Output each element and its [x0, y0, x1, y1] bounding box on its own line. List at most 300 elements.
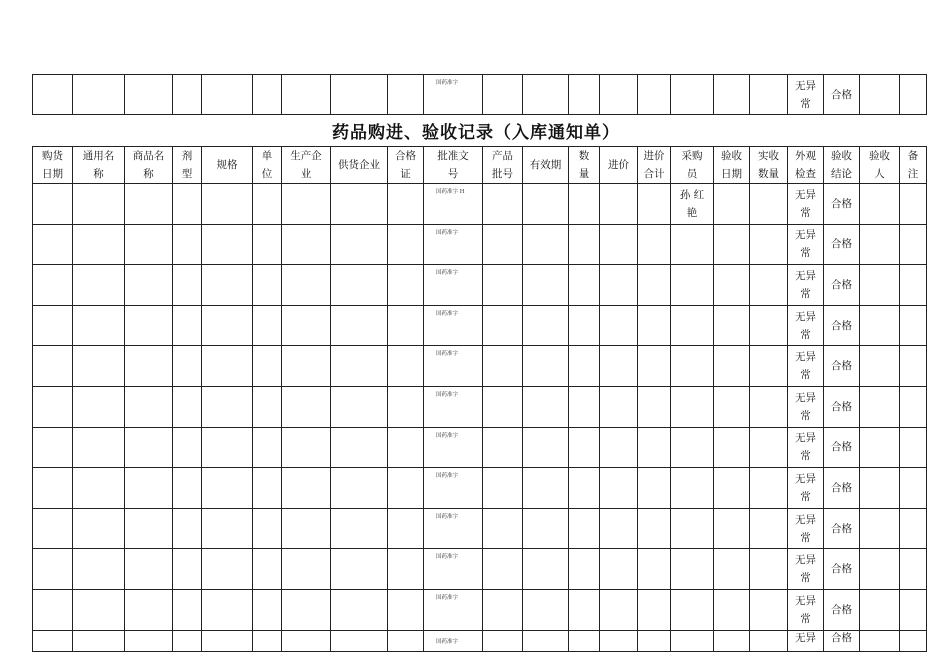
cell [331, 630, 388, 651]
cell [714, 184, 750, 225]
cell [714, 427, 750, 468]
cell [638, 346, 671, 387]
cell [750, 305, 788, 346]
cell [202, 589, 253, 630]
cell [860, 630, 900, 651]
table-row [33, 224, 927, 265]
table-row [33, 630, 927, 651]
cell [202, 549, 253, 590]
cell [125, 75, 173, 115]
cell [33, 589, 73, 630]
cell [173, 224, 202, 265]
table-row [33, 549, 927, 590]
appearance-cell: 无异 常 [788, 427, 824, 468]
cell [33, 427, 73, 468]
cell [125, 265, 173, 306]
cell [388, 305, 424, 346]
cell [202, 427, 253, 468]
buyer-cell [671, 346, 714, 387]
cell [282, 589, 331, 630]
page-title: 药品购进、验收记录（入库通知单） [332, 123, 620, 143]
approval-cell: 国药准字 [424, 305, 483, 346]
cell [900, 589, 927, 630]
cell [173, 75, 202, 115]
cell [483, 630, 523, 651]
cell [638, 589, 671, 630]
cell [860, 224, 900, 265]
cell [600, 265, 638, 306]
cell [483, 589, 523, 630]
cell [638, 265, 671, 306]
cell [125, 468, 173, 509]
conclusion-cell: 合格 [824, 508, 860, 549]
cell [73, 184, 125, 225]
cell [600, 589, 638, 630]
cell [483, 549, 523, 590]
cell [202, 184, 253, 225]
cell [523, 468, 569, 509]
column-header: 生产企 业 [282, 147, 331, 184]
cell [569, 630, 600, 651]
cell [900, 224, 927, 265]
cell [73, 508, 125, 549]
cell [202, 386, 253, 427]
cell [331, 305, 388, 346]
cell [73, 75, 125, 115]
cell [388, 630, 424, 651]
cell [33, 75, 73, 115]
cell [253, 184, 282, 225]
column-header: 供货企业 [331, 147, 388, 184]
cell [33, 386, 73, 427]
cell [714, 549, 750, 590]
cell [569, 549, 600, 590]
cell [33, 265, 73, 306]
cell [253, 386, 282, 427]
cell [900, 468, 927, 509]
column-header: 单 位 [253, 147, 282, 184]
column-header: 验收 日期 [714, 147, 750, 184]
cell [33, 224, 73, 265]
conclusion-cell: 合格 [824, 589, 860, 630]
appearance-cell: 无异 常 [788, 589, 824, 630]
cell [125, 184, 173, 225]
cell [202, 346, 253, 387]
column-header: 实收 数量 [750, 147, 788, 184]
cell [282, 265, 331, 306]
cell [388, 265, 424, 306]
cell [569, 346, 600, 387]
cell [125, 346, 173, 387]
cell [638, 508, 671, 549]
cell [331, 184, 388, 225]
cell [282, 305, 331, 346]
cell [483, 468, 523, 509]
conclusion-cell: 合格 [824, 75, 860, 115]
cell [173, 184, 202, 225]
conclusion-cell: 合格 [824, 427, 860, 468]
appearance-cell: 无异 常 [788, 224, 824, 265]
cell [600, 508, 638, 549]
cell [638, 468, 671, 509]
table-header-row [33, 147, 927, 184]
column-header: 备 注 [900, 147, 927, 184]
column-header: 购货 日期 [33, 147, 73, 184]
cell [523, 346, 569, 387]
cell [900, 508, 927, 549]
cell [253, 305, 282, 346]
cell [900, 346, 927, 387]
approval-cell: 国药准字 [424, 549, 483, 590]
cell [638, 224, 671, 265]
cell [73, 630, 125, 651]
conclusion-cell: 合格 [824, 386, 860, 427]
cell [714, 589, 750, 630]
cell [388, 224, 424, 265]
column-header: 规格 [202, 147, 253, 184]
cell [860, 265, 900, 306]
cell [282, 184, 331, 225]
cell [33, 549, 73, 590]
cell [253, 549, 282, 590]
cell [483, 265, 523, 306]
cell [483, 75, 523, 115]
cell [523, 75, 569, 115]
table-row [33, 346, 927, 387]
cell [202, 265, 253, 306]
cell [600, 305, 638, 346]
cell [202, 468, 253, 509]
conclusion-cell: 合格 [824, 265, 860, 306]
cell [860, 549, 900, 590]
approval-cell: 国药准字 H [424, 184, 483, 225]
cell [860, 75, 900, 115]
cell [750, 386, 788, 427]
cell [73, 224, 125, 265]
cell [331, 508, 388, 549]
cell [125, 589, 173, 630]
cell [125, 630, 173, 651]
buyer-cell: 孙 红 艳 [671, 184, 714, 225]
column-header: 验收 结论 [824, 147, 860, 184]
cell [638, 184, 671, 225]
appearance-cell: 无异 常 [788, 265, 824, 306]
cell [253, 265, 282, 306]
cell [173, 549, 202, 590]
cell [73, 589, 125, 630]
buyer-cell [671, 468, 714, 509]
cell [523, 508, 569, 549]
buyer-cell [671, 508, 714, 549]
cell [900, 75, 927, 115]
conclusion-cell: 合格 [824, 346, 860, 387]
buyer-cell [671, 386, 714, 427]
cell [173, 305, 202, 346]
appearance-cell: 无异 常 [788, 184, 824, 225]
cell [331, 427, 388, 468]
conclusion-cell: 合格 [824, 224, 860, 265]
cell [750, 508, 788, 549]
cell [173, 630, 202, 651]
cell [600, 346, 638, 387]
cell [483, 508, 523, 549]
cell [202, 224, 253, 265]
cell [569, 75, 600, 115]
column-header: 剂 型 [173, 147, 202, 184]
cell [483, 346, 523, 387]
cell [282, 630, 331, 651]
cell [125, 224, 173, 265]
buyer-cell [671, 305, 714, 346]
conclusion-cell: 合格 [824, 305, 860, 346]
cell [73, 549, 125, 590]
cell [282, 224, 331, 265]
cell [282, 468, 331, 509]
cell [523, 549, 569, 590]
cell [483, 427, 523, 468]
cell [125, 386, 173, 427]
cell [600, 386, 638, 427]
cell [523, 386, 569, 427]
cell [860, 346, 900, 387]
approval-cell: 国药准字 [424, 468, 483, 509]
previous-page-table [32, 74, 927, 115]
cell [253, 630, 282, 651]
cell [714, 224, 750, 265]
column-header: 采购 员 [671, 147, 714, 184]
buyer-cell [671, 427, 714, 468]
cell [750, 468, 788, 509]
cell [900, 630, 927, 651]
cell [282, 549, 331, 590]
cell [860, 508, 900, 549]
cell [714, 346, 750, 387]
cell [569, 386, 600, 427]
cell [282, 508, 331, 549]
cell [569, 184, 600, 225]
cell [900, 184, 927, 225]
cell [860, 305, 900, 346]
cell [569, 265, 600, 306]
cell [900, 427, 927, 468]
cell [900, 549, 927, 590]
cell [483, 224, 523, 265]
cell [388, 386, 424, 427]
cell [282, 386, 331, 427]
conclusion-cell: 合格 [824, 184, 860, 225]
cell [388, 508, 424, 549]
cell [73, 346, 125, 387]
cell [569, 589, 600, 630]
cell [483, 305, 523, 346]
cell [331, 75, 388, 115]
cell [388, 346, 424, 387]
cell [569, 224, 600, 265]
cell [125, 427, 173, 468]
cell [569, 468, 600, 509]
buyer-cell [671, 224, 714, 265]
cell [750, 589, 788, 630]
table-row [33, 427, 927, 468]
cell [638, 427, 671, 468]
cell [73, 386, 125, 427]
cell [750, 75, 788, 115]
approval-cell: 国药准字 [424, 508, 483, 549]
cell [331, 346, 388, 387]
cell [750, 630, 788, 651]
cell [523, 589, 569, 630]
column-header: 通用名 称 [73, 147, 125, 184]
cell [388, 549, 424, 590]
cell [33, 508, 73, 549]
cell [73, 265, 125, 306]
table-row [33, 508, 927, 549]
purchase-inspection-table [32, 146, 927, 652]
cell [569, 427, 600, 468]
cell [750, 427, 788, 468]
cell [600, 427, 638, 468]
cell [73, 305, 125, 346]
cell [638, 386, 671, 427]
cell [253, 589, 282, 630]
cell [600, 630, 638, 651]
table-row [33, 184, 927, 225]
approval-cell: 国药准字 [424, 346, 483, 387]
appearance-cell: 无异 [788, 630, 824, 651]
cell [638, 630, 671, 651]
cell [202, 508, 253, 549]
cell [569, 508, 600, 549]
cell [331, 386, 388, 427]
column-header: 验收 人 [860, 147, 900, 184]
cell [900, 265, 927, 306]
cell [860, 386, 900, 427]
cell [253, 224, 282, 265]
cell [173, 346, 202, 387]
cell [714, 265, 750, 306]
appearance-cell: 无异 常 [788, 508, 824, 549]
conclusion-cell: 合格 [824, 549, 860, 590]
cell [600, 75, 638, 115]
cell [202, 75, 253, 115]
approval-cell: 国药准字 [424, 386, 483, 427]
cell [282, 346, 331, 387]
cell [714, 305, 750, 346]
column-header: 进价 合计 [638, 147, 671, 184]
cell [173, 265, 202, 306]
cell [331, 265, 388, 306]
cell [638, 305, 671, 346]
cell [750, 224, 788, 265]
cell [523, 184, 569, 225]
cell [282, 75, 331, 115]
column-header: 有效期 [523, 147, 569, 184]
column-header: 外观 检查 [788, 147, 824, 184]
cell [33, 630, 73, 651]
cell [750, 184, 788, 225]
cell [331, 589, 388, 630]
cell [173, 427, 202, 468]
cell [600, 184, 638, 225]
cell [483, 386, 523, 427]
cell [253, 427, 282, 468]
cell [750, 346, 788, 387]
appearance-cell: 无异 常 [788, 549, 824, 590]
table-row [33, 305, 927, 346]
cell [569, 305, 600, 346]
cell [714, 630, 750, 651]
cell [750, 265, 788, 306]
cell [900, 305, 927, 346]
conclusion-cell: 合格 [824, 630, 860, 651]
cell [253, 508, 282, 549]
cell [282, 427, 331, 468]
cell [714, 75, 750, 115]
cell [388, 184, 424, 225]
appearance-cell: 无异 常 [788, 305, 824, 346]
cell [331, 224, 388, 265]
cell [523, 305, 569, 346]
cell [202, 630, 253, 651]
cell [860, 589, 900, 630]
cell [671, 75, 714, 115]
column-header: 合格 证 [388, 147, 424, 184]
approval-cell: 国药准字 [424, 265, 483, 306]
cell [600, 224, 638, 265]
cell [860, 468, 900, 509]
cell [600, 468, 638, 509]
column-header: 产品 批号 [483, 147, 523, 184]
cell [523, 265, 569, 306]
cell [523, 427, 569, 468]
buyer-cell [671, 549, 714, 590]
cell [33, 184, 73, 225]
appearance-cell: 无异 常 [788, 386, 824, 427]
approval-cell: 国药准字 [424, 75, 483, 115]
approval-cell: 国药准字 [424, 224, 483, 265]
cell [33, 468, 73, 509]
cell [523, 224, 569, 265]
cell [388, 589, 424, 630]
cell [638, 75, 671, 115]
approval-cell: 国药准字 [424, 630, 483, 651]
cell [671, 630, 714, 651]
cell [900, 386, 927, 427]
cell [714, 386, 750, 427]
column-header: 数 量 [569, 147, 600, 184]
cell [750, 549, 788, 590]
cell [860, 184, 900, 225]
cell [125, 305, 173, 346]
cell [638, 549, 671, 590]
cell [253, 468, 282, 509]
cell [173, 589, 202, 630]
cell [73, 427, 125, 468]
cell [73, 468, 125, 509]
cell [253, 75, 282, 115]
table-row [33, 589, 927, 630]
cell [331, 468, 388, 509]
cell [202, 305, 253, 346]
cell [388, 468, 424, 509]
cell [173, 508, 202, 549]
table-row [33, 75, 927, 115]
table-row [33, 386, 927, 427]
cell [600, 549, 638, 590]
cell [388, 75, 424, 115]
approval-cell: 国药准字 [424, 589, 483, 630]
column-header: 批准文 号 [424, 147, 483, 184]
